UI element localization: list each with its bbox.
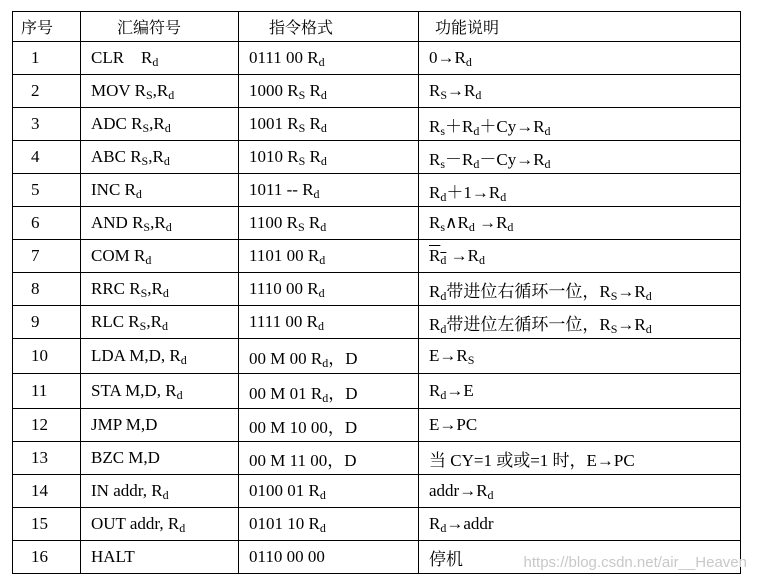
header-format: 指令格式	[239, 12, 419, 42]
cell-num: 10	[13, 339, 81, 374]
table-row	[13, 42, 741, 75]
cell-asm: AND $R_S,R_d$	[81, 207, 239, 240]
cell-asm: STA M,D, $R_d$	[81, 374, 239, 409]
cell-function: $R_s-R_d-Cy\to R_d$	[419, 141, 741, 174]
table-row	[13, 409, 741, 442]
cell-num: 6	[13, 207, 81, 240]
table-row	[13, 240, 741, 273]
cell-format: 1000 $R_S$ $R_d$	[239, 75, 419, 108]
cell-num: 11	[13, 374, 81, 409]
cell-format: 0100 01 $R_d$	[239, 475, 419, 508]
cell-function: $R_d+1\to R_d$	[419, 174, 741, 207]
cell-format: 1001 $R_S$ $R_d$	[239, 108, 419, 141]
table-row	[13, 141, 741, 174]
table-row	[13, 339, 741, 374]
table-row	[13, 207, 741, 240]
header-num: 序号	[13, 12, 81, 42]
cell-asm: HALT	[81, 541, 239, 574]
cell-function: E→PC	[419, 409, 741, 442]
cell-function: $R_s+R_d+Cy\to R_d$	[419, 108, 741, 141]
table-row	[13, 475, 741, 508]
cell-function: $R_s\wedge R_d \to R_d$	[419, 207, 741, 240]
cell-format: 0101 10 $R_d$	[239, 508, 419, 541]
cell-num: 13	[13, 442, 81, 475]
cell-format: 0110 00 00	[239, 541, 419, 574]
cell-function: $R_S\to R_d$	[419, 75, 741, 108]
cell-function: $R_d\to addr$	[419, 508, 741, 541]
table-row	[13, 75, 741, 108]
cell-function: $R_d$带进位左循环一位，$R_S\to R_d$	[419, 306, 741, 339]
header-function: 功能说明	[419, 12, 741, 42]
cell-asm: RRC $R_S,R_d$	[81, 273, 239, 306]
cell-num: 8	[13, 273, 81, 306]
table-row	[13, 273, 741, 306]
cell-format: 00 M 00 $R_d$，D	[239, 339, 419, 374]
cell-num: 5	[13, 174, 81, 207]
header-row	[13, 12, 741, 42]
cell-format: 1100 $R_S$ $R_d$	[239, 207, 419, 240]
cell-format: 1111 00 $R_d$	[239, 306, 419, 339]
instruction-table	[12, 11, 741, 574]
table-row	[13, 108, 741, 141]
cell-function: $R_d$带进位右循环一位，$R_S\to R_d$	[419, 273, 741, 306]
cell-num: 9	[13, 306, 81, 339]
cell-format: 00 M 10 00，D	[239, 409, 419, 442]
cell-asm: INC $R_d$	[81, 174, 239, 207]
cell-num: 16	[13, 541, 81, 574]
cell-format: 00 M 01 $R_d$，D	[239, 374, 419, 409]
cell-function: $0\to R_d$	[419, 42, 741, 75]
cell-asm: COM $R_d$	[81, 240, 239, 273]
cell-num: 12	[13, 409, 81, 442]
cell-format: 1010 $R_S$ $R_d$	[239, 141, 419, 174]
cell-function: 停机	[419, 541, 741, 574]
header-asm: 汇编符号	[81, 12, 239, 42]
cell-function: 当 CY=1 或或=1 时，E→PC	[419, 442, 741, 475]
cell-num: 15	[13, 508, 81, 541]
cell-asm: ADC $R_S,R_d$	[81, 108, 239, 141]
cell-asm: BZC M,D	[81, 442, 239, 475]
cell-format: 00 M 11 00，D	[239, 442, 419, 475]
cell-format: $1011 -- R_d$	[239, 174, 419, 207]
cell-format: 1110 00 $R_d$	[239, 273, 419, 306]
cell-asm: IN addr, $R_d$	[81, 475, 239, 508]
table-row	[13, 374, 741, 409]
table-row	[13, 508, 741, 541]
cell-asm: OUT addr, $R_d$	[81, 508, 239, 541]
cell-function: $addr\to R_d$	[419, 475, 741, 508]
cell-num: 14	[13, 475, 81, 508]
table-row	[13, 442, 741, 475]
cell-num: 1	[13, 42, 81, 75]
cell-format: 1101 00 $R_d$	[239, 240, 419, 273]
cell-function: $R_d\to E$	[419, 374, 741, 409]
cell-format: 0111 00 $R_d$	[239, 42, 419, 75]
cell-asm: RLC $R_S,R_d$	[81, 306, 239, 339]
cell-asm: ABC $R_S,R_d$	[81, 141, 239, 174]
table-row	[13, 174, 741, 207]
cell-function: $R_d \to R_d$	[419, 240, 741, 273]
cell-asm: JMP M,D	[81, 409, 239, 442]
cell-num: 3	[13, 108, 81, 141]
cell-num: 2	[13, 75, 81, 108]
watermark: https://blog.csdn.net/air__Heaven	[523, 554, 747, 571]
cell-asm: CLR $R_d$	[81, 42, 239, 75]
cell-asm: MOV $R_S,R_d$	[81, 75, 239, 108]
table-row	[13, 306, 741, 339]
cell-function: $E\to R_S$	[419, 339, 741, 374]
cell-num: 7	[13, 240, 81, 273]
cell-asm: LDA M,D, $R_d$	[81, 339, 239, 374]
cell-num: 4	[13, 141, 81, 174]
